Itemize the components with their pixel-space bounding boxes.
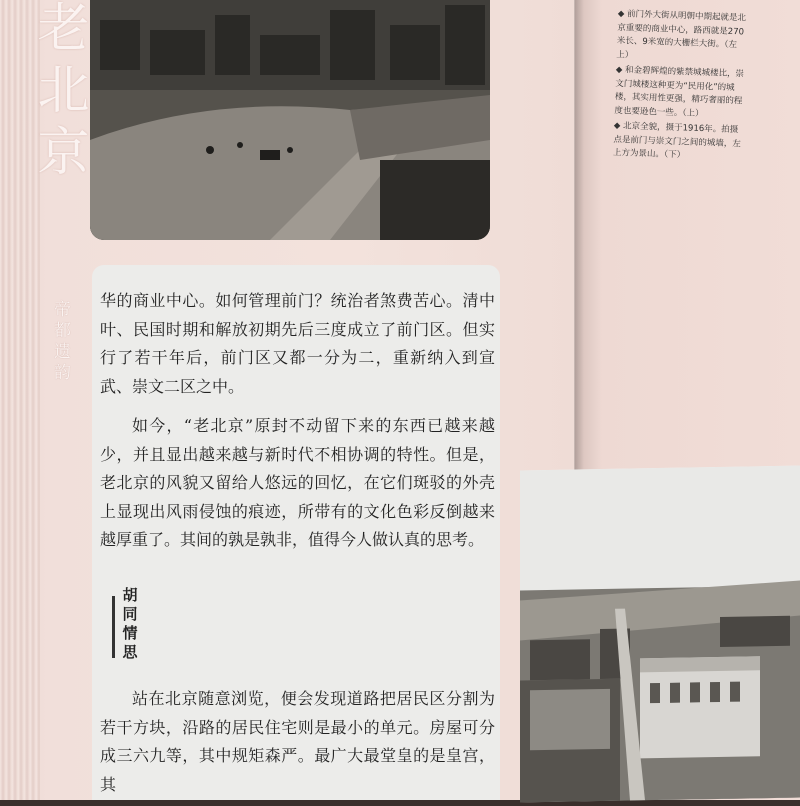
caption-3: ◆ 北京全貌，摄于1916年。拍摄点是前门与崇文门之间的城墙，左上方为景山。（下） xyxy=(612,120,742,161)
caption-1: ◆ 前门外大街从明朝中期起就是北京重要的商业中心，路西就是270米长、9米宽的大栅栏大街。（左上） xyxy=(616,8,747,61)
photo-captions xyxy=(613,8,748,167)
paragraph-1: 华的商业中心。如何管理前门？统治者煞费苦心。清中叶、民国时期和解放初期先后三度成立了前门区。但实行了若干年后，前门区又都一分为二，重新纳入到宣武、崇文二区之中。 xyxy=(100,291,495,396)
caption-2: ◆ 和金碧辉煌的紫禁城城楼比，崇文门城楼这种更为“民用化”的城楼，其实用性更强，精巧奢丽的程度也要逊色一些。（上） xyxy=(614,64,745,119)
chapter-subtitle: 帝都遗韵 xyxy=(50,300,70,384)
section-marker xyxy=(112,596,115,658)
street-photo xyxy=(90,0,490,240)
paragraph-2: 如今，“老北京”原封不动留下来的东西已越来越少，并且显出越来越与新时代不相协调的特性。但是，老北京的风貌又留给人悠远的回忆，在它们斑驳的外壳上显现出风雨侵蚀的痕迹，所带有的文化色彩反倒越来越厚重了。其间的孰是孰非，值得今人做认真的思考。 xyxy=(100,416,495,550)
street-photo-image xyxy=(90,0,490,240)
city-panorama-image xyxy=(520,466,800,803)
section-heading: 胡同情思 xyxy=(122,586,138,661)
city-panorama-photo xyxy=(520,466,800,803)
chapter-title: 老北京 xyxy=(28,0,88,186)
paragraph-3: 站在北京随意浏览，便会发现道路把居民区分割为若干方块，沿路的居民住宅则是最小的单元。房屋可分成三六九等，其中规矩森严。最广大最堂皇的是皇宫，其 xyxy=(100,689,495,794)
